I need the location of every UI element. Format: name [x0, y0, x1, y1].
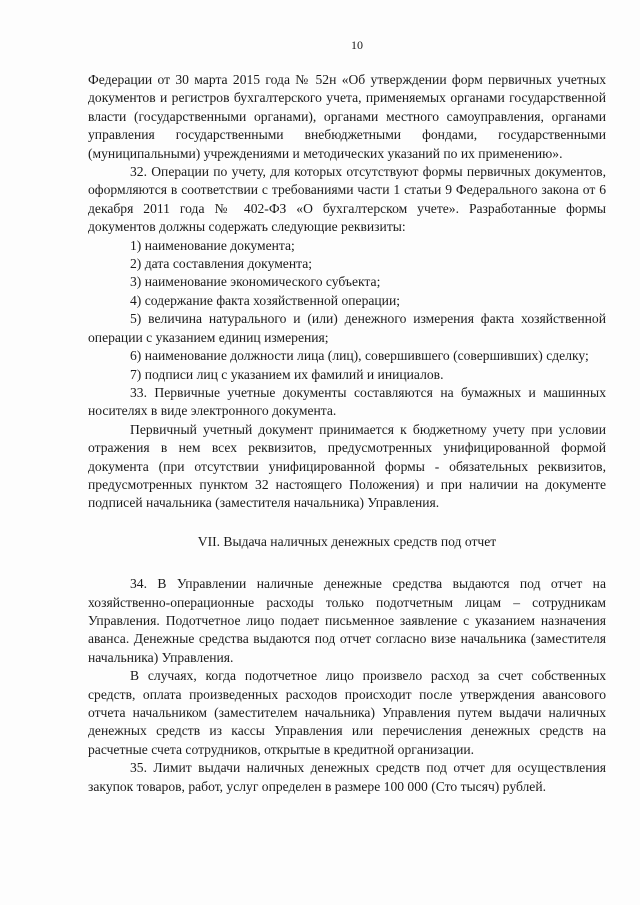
page-number: 10 — [351, 38, 363, 52]
paragraph-34: 34. В Управлении наличные денежные средства выдаются под отчет на хозяйственно-операционные расходы только подотчетным лицам – сотрудникам Управления. Подотчетное лицо подает письменное заявление с указанием назначения аванса. Денежные средства выдаются под отчет согласно визе начальника (заместителя начальника) Управления. — [88, 576, 606, 665]
list-item: 3) наименование экономического субъекта; — [130, 274, 381, 290]
paragraph-ministry-order: Федерации от 30 марта 2015 года № 52н «Об утверждении форм первичных учетных документов и регистров бухгалтерского учета, применяемых органами государственной власти (государственными органами), органами местного самоуправления, органами управления государственными внебюджетными фондами, государственными (муниципальными) учреждениями и методических указаний по их применению». — [88, 72, 606, 161]
list-item: 5) величина натурального и (или) денежного измерения факта хозяйственной операции с указанием единиц измерения; — [88, 311, 606, 345]
list-item: 7) подписи лиц с указанием их фамилий и инициалов. — [130, 366, 444, 382]
list-item: 1) наименование документа; — [130, 237, 295, 253]
paragraph-35: 35. Лимит выдачи наличных денежных средств под отчет для осуществления закупок товаров, работ, услуг определен в размере 100 000 (Сто тысяч) рублей. — [88, 760, 606, 794]
paragraph-32: 32. Операции по учету, для которых отсутствуют формы первичных документов, оформляются в соответствии с требованиями части 1 статьи 9 Федерального закона от 6 декабря 2011 года № 402-ФЗ «О бухгалтерском учете». Разработанные формы документов должны содержать следующие реквизиты: — [88, 164, 606, 235]
paragraph-33: 33. Первичные учетные документы составляются на бумажных и машинных носителях в виде электронного документа. — [88, 384, 606, 419]
document-body — [88, 71, 606, 796]
list-item: 6) наименование должности лица (лиц), совершившего (совершивших) сделку; — [130, 348, 589, 364]
list-item: 2) дата составления документа; — [130, 256, 313, 272]
paragraph-primary-document: Первичный учетный документ принимается к бюджетному учету при условии отражения в нем всех реквизитов, предусмотренных унифицированной формой документа (при отсутствии унифицированной формы - обязательных реквизитов, предусмотренных пунктом 32 настоящего Положения) и при наличии на документе подписей начальника (заместителя начальника) Управления. — [88, 421, 606, 511]
requisites-list — [88, 237, 606, 384]
list-item: 4) содержание факта хозяйственной операции; — [130, 292, 400, 308]
paragraph-own-funds: В случаях, когда подотчетное лицо произвело расход за счет собственных средств, оплата произведенных расходов происходит после утверждения авансового отчета начальником (заместителем начальника) Управления путем выдачи наличных денежных средств из кассы Управления или перечисления денежных средств на расчетные счета сотрудников, открытые в кредитной организации. — [88, 668, 606, 757]
section-heading: VII. Выдача наличных денежных средств под отчет — [197, 533, 497, 549]
